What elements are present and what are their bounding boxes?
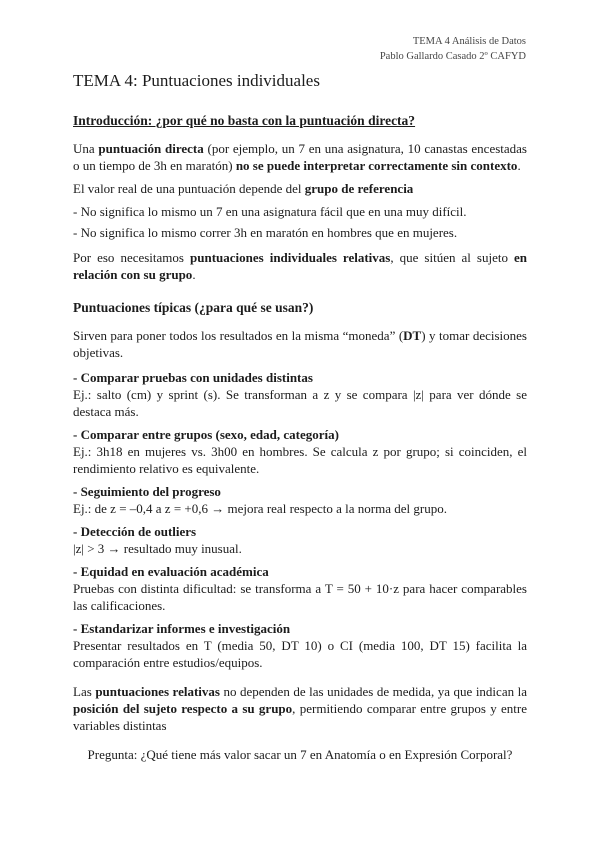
use-case-text: |z| > 3 → resultado muy inusual. [73,541,242,556]
use-case-title: - Seguimiento del progreso [73,484,221,499]
use-case-list [73,369,527,671]
header-author: Pablo Gallardo Casado 2º CAFYD [379,51,526,62]
use-case-text: Ej.: de z = –0,4 a z = +0,6 → mejora real respecto a la norma del grupo. [73,501,447,516]
page-header [380,34,526,64]
intro-bullet-2: - No significa lo mismo correr 3h en maratón en hombres que en mujeres. [73,225,458,240]
use-case-text: Ej.: salto (cm) y sprint (s). Se transforman a z y se compara |z| para ver dónde se destaca más. [73,387,527,419]
use-case-title: - Comparar entre grupos (sexo, edad, categoría) [73,427,339,442]
intro-bullet-1: - No significa lo mismo un 7 en una asignatura fácil que en una muy difícil. [73,204,467,219]
document-title: TEMA 4: Puntuaciones individuales [73,71,320,90]
use-case-title: - Detección de outliers [73,524,197,539]
use-case-title: - Comparar pruebas con unidades distintas [73,370,313,385]
conclusion-paragraph: Las puntuaciones relativas no dependen de las unidades de medida, ya que indican la posición del sujeto respecto a su grupo, permitiendo comparar entre grupos y entre variables distintas [73,684,528,733]
intro-paragraph-1: Una puntuación directa (por ejemplo, un 7 en una asignatura, 10 canastas encestadas o un tiempo de 3h en maratón) no se puede interpretar correctamente sin contexto. [73,141,527,173]
intro-heading: Introducción: ¿por qué no basta con la puntuación directa? [73,113,416,128]
question-line: Pregunta: ¿Qué tiene más valor sacar un 7 en Anatomía o en Expresión Corporal? [87,747,513,762]
intro-paragraph-2: El valor real de una puntuación depende del grupo de referencia [73,181,414,196]
use-case-title: - Equidad en evaluación académica [73,564,269,579]
use-case-text: Presentar resultados en T (media 50, DT 10) o CI (media 100, DT 15) facilita la comparación entre estudios/equipos. [73,638,527,670]
use-case-text: Ej.: 3h18 en mujeres vs. 3h00 en hombres. Se calcula z por grupo; si coinciden, el rendimiento relativo es equivalente. [73,444,527,476]
tipicas-heading: Puntuaciones típicas (¿para qué se usan?) [73,300,314,315]
tipicas-paragraph-1: Sirven para poner todos los resultados en la misma “moneda” (DT) y tomar decisiones objetivas. [73,328,527,360]
use-case-title: - Estandarizar informes e investigación [73,621,291,636]
document-body [73,70,527,763]
intro-paragraph-3: Por eso necesitamos puntuaciones individuales relativas, que sitúen al sujeto en relación con su grupo. [73,250,527,282]
use-case-text: Pruebas con distinta dificultad: se transforma a T = 50 + 10·z para hacer comparables las calificaciones. [73,581,527,613]
header-course: TEMA 4 Análisis de Datos [412,36,526,47]
